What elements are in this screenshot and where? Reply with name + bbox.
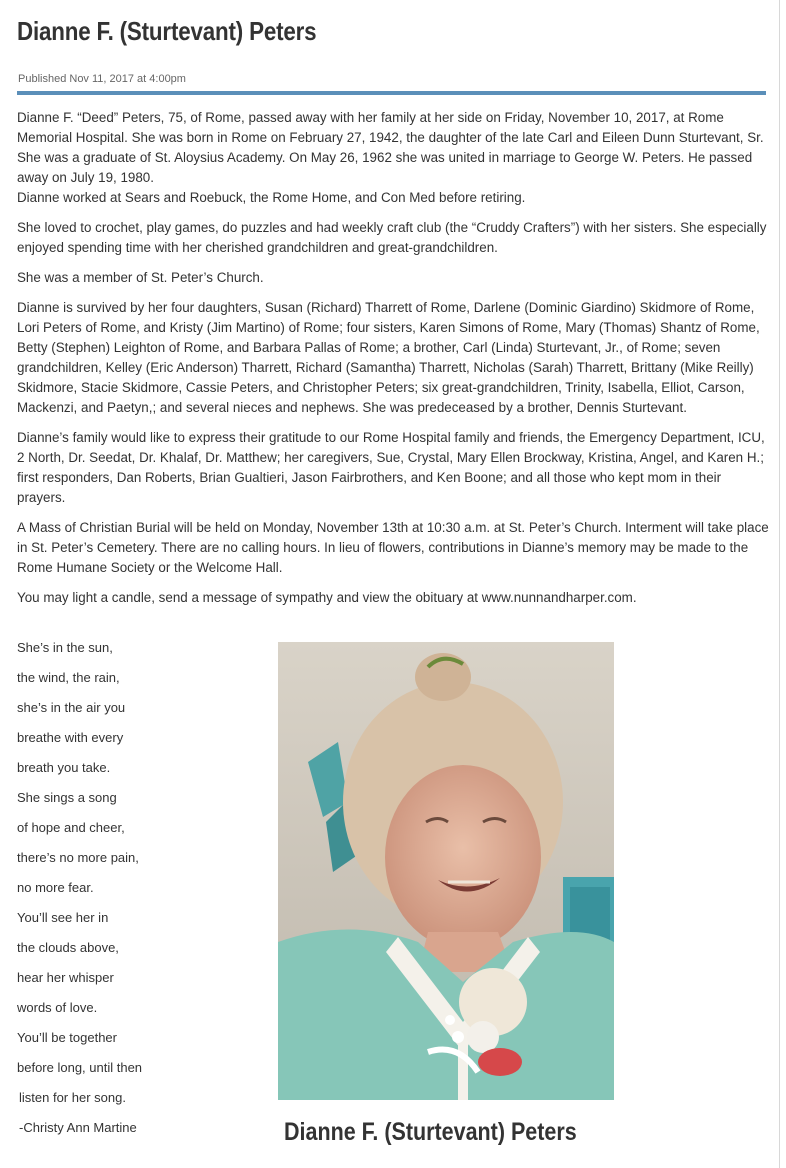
- poem-line: words of love.: [17, 1000, 98, 1015]
- title-divider: [17, 91, 766, 95]
- paragraph-survivors: Dianne is survived by her four daughters, Susan (Richard) Tharrett of Rome, Darlene (Dominic Giardino) Skidmore of Rome, Lori Peters of Rome, and Kristy (Jim Martino) of Rome; four sisters, Karen Simons of Rome, Mary (Thomas) Shantz of Rome, Betty (Stephen) Leighton of Rome, and Barbara Pallas of Rome; a brother, Carl (Linda) Sturtevant, Jr., of Rome; seven grandchildren, Kelley (Eric Anderson) Tharrett, Richard (Samantha) Tharrett, Nicholas (Sarah) Tharrett, Brittany (Mike Reilly) Skidmore, Stacie Skidmore, Cassie Peters, and Christopher Peters; six great-grandchildren, Trinity, Isabella, Elliot, Carson, Mackenzi, and Paetyn,; and several nieces and nephews. She was predeceased by a brother, Dennis Sturtevant.: [17, 300, 760, 415]
- poem-line: no more fear.: [17, 880, 94, 895]
- poem-line: You’ll see her in: [17, 910, 109, 925]
- paragraph-services: A Mass of Christian Burial will be held on Monday, November 13th at 10:30 a.m. at St. Peter’s Church. Interment will take place in St. Peter’s Cemetery. There are no calling hours. In lieu of flowers, contributions in Dianne’s memory may be made to the Rome Humane Society or the Welcome Hall.: [17, 520, 769, 575]
- paragraph-intro: [17, 108, 769, 208]
- poem-line: there’s no more pain,: [17, 850, 139, 865]
- published-date: Published Nov 11, 2017 at 4:00pm: [18, 73, 186, 85]
- page-border: [779, 0, 780, 1168]
- poem-line: the clouds above,: [17, 940, 119, 955]
- paragraph-gratitude: Dianne’s family would like to express their gratitude to our Rome Hospital family and friends, the Emergency Department, ICU, 2 North, Dr. Seedat, Dr. Khalaf, Dr. Matthew; her caregivers, Sue, Crystal, Mary Ellen Brockway, Kristina, Angel, and Karen H.; first responders, Dan Roberts, Brian Gualtieri, Jason Fairbrothers, and Ken Boone; and all those who kept mom in their prayers.: [17, 430, 765, 505]
- obituary-body: [17, 108, 769, 618]
- poem-line: listen for her song.: [19, 1090, 126, 1105]
- poem-author: -Christy Ann Martine: [19, 1120, 137, 1135]
- poem-line: You’ll be together: [17, 1030, 117, 1045]
- poem-line: of hope and cheer,: [17, 820, 125, 835]
- poem-line: the wind, the rain,: [17, 670, 120, 685]
- paragraph-text: Dianne worked at Sears and Roebuck, the Rome Home, and Con Med before retiring.: [17, 190, 526, 205]
- paragraph-church: She was a member of St. Peter’s Church.: [17, 270, 264, 285]
- photo-caption: Dianne F. (Sturtevant) Peters: [284, 1118, 577, 1146]
- paragraph-hobbies: She loved to crochet, play games, do puzzles and had weekly craft club (the “Cruddy Crafters”) with her sisters. She especially enjoyed spending time with her cherished grandchildren and great-grandchildren.: [17, 220, 767, 255]
- page-title: Dianne F. (Sturtevant) Peters: [17, 16, 317, 46]
- poem: [17, 638, 142, 1138]
- paragraph-text: Dianne F. “Deed” Peters, 75, of Rome, passed away with her family at her side on Friday, November 10, 2017, at Rome Memorial Hospital. She was born in Rome on February 27, 1942, the daughter of the late Carl and Eileen Dunn Sturtevant, Sr. She was a graduate of St. Aloysius Academy. On May 26, 1962 she was united in marriage to George W. Peters. He passed away on July 19, 1980.: [17, 110, 764, 185]
- poem-line: She’s in the sun,: [17, 640, 113, 655]
- poem-line: before long, until then: [17, 1060, 143, 1075]
- poem-line: breathe with every: [17, 730, 124, 745]
- poem-line: hear her whisper: [17, 970, 114, 985]
- poem-line: breath you take.: [17, 760, 111, 775]
- portrait-photo: [278, 642, 614, 1100]
- poem-line: she’s in the air you: [17, 700, 126, 715]
- poem-line: She sings a song: [17, 790, 117, 805]
- paragraph-condolences: You may light a candle, send a message of sympathy and view the obituary at www.nunnandharper.com.: [17, 590, 637, 605]
